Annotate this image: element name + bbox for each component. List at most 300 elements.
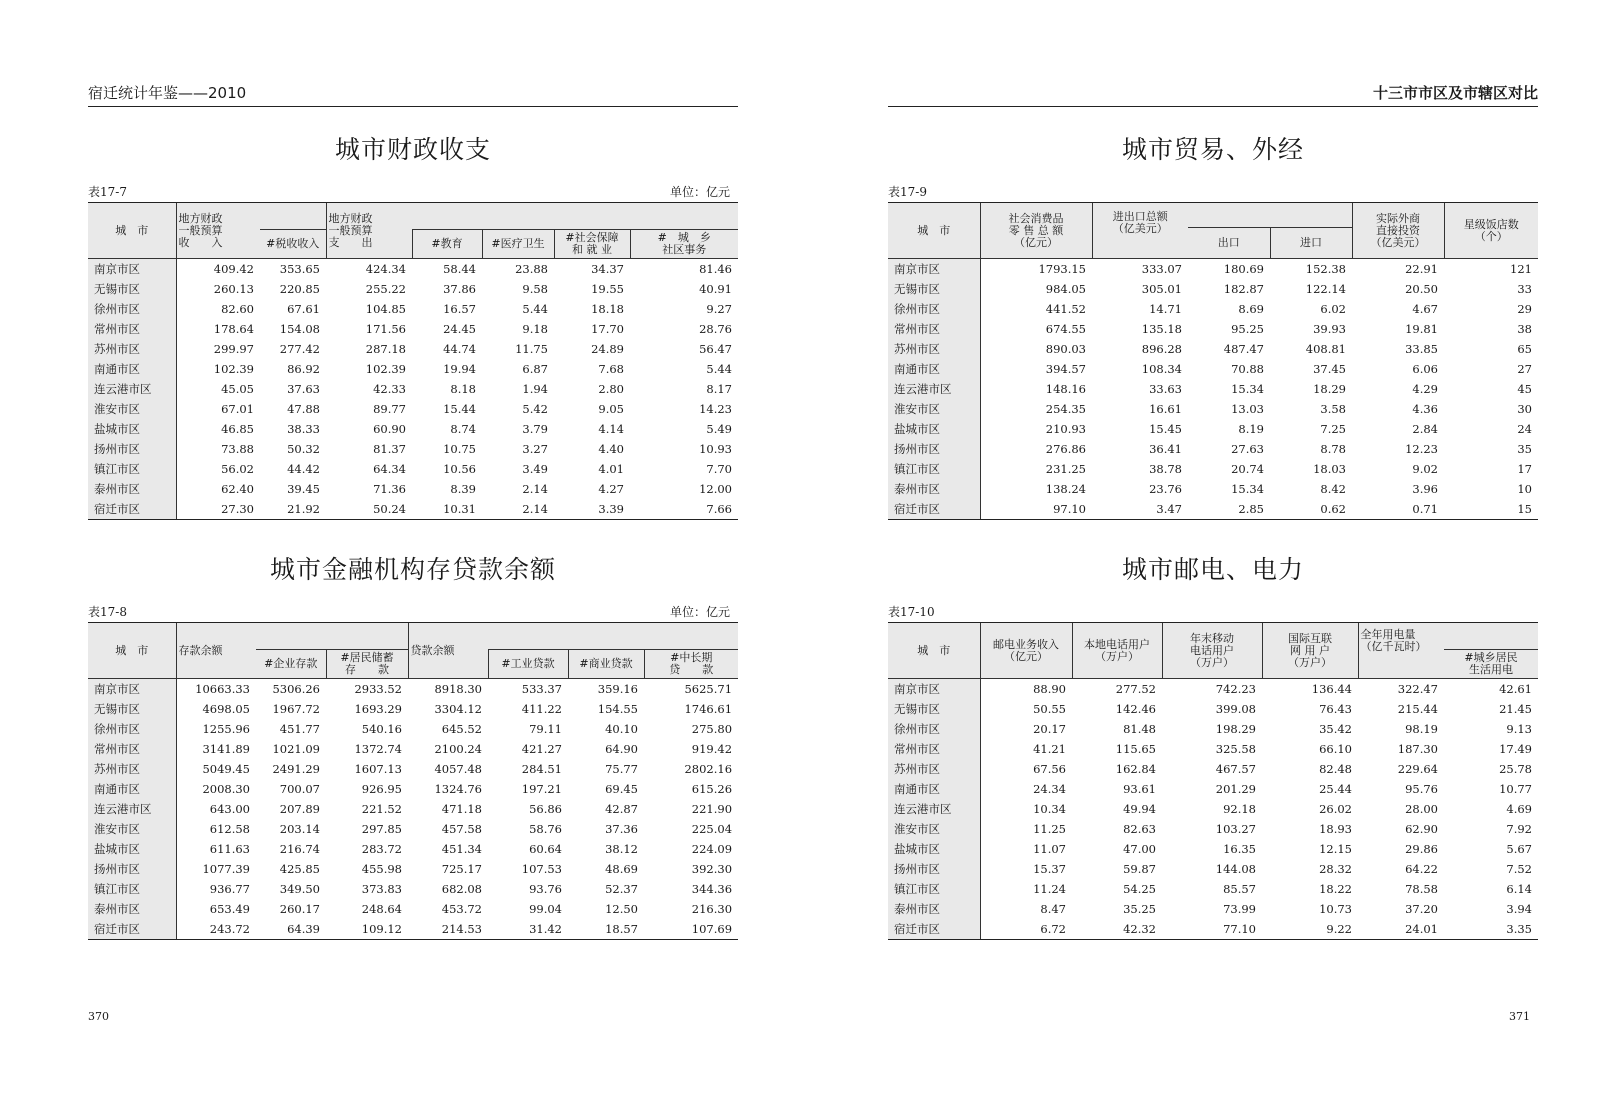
table-cell: 2.85	[1188, 499, 1270, 520]
table-cell: 221.52	[361, 802, 402, 816]
col-fdi: 实际外商 直接投资 （亿美元）	[1352, 203, 1444, 259]
table-cell: 4.29	[1412, 382, 1438, 396]
table-cell: 49.94	[1123, 802, 1156, 816]
table-cell: 24.01	[1358, 919, 1444, 940]
col-community: # 城 乡 社区事务	[630, 230, 738, 259]
col-trade: 进出口总额 （亿美元）	[1092, 203, 1188, 259]
row-city: 扬州市区	[888, 439, 980, 459]
row-city: 镇江市区	[888, 879, 980, 899]
row-city: 泰州市区	[88, 899, 176, 919]
table-cell: 52.37	[605, 882, 638, 896]
table-cell: 56.02	[221, 462, 254, 476]
table-cell: 35	[1517, 442, 1532, 456]
table-cell: 467.57	[1215, 762, 1256, 776]
table-cell: 455.98	[361, 862, 402, 876]
row-city: 南通市区	[88, 359, 176, 379]
row-city: 扬州市区	[88, 439, 176, 459]
table-row	[88, 399, 738, 419]
table-row	[888, 799, 1538, 819]
table-cell: 47.00	[1123, 842, 1156, 856]
table-cell: 31.42	[488, 919, 568, 940]
table-cell: 3.94	[1506, 902, 1532, 916]
table-row	[888, 719, 1538, 739]
table-cell: 67.01	[221, 402, 254, 416]
table-cell: 1967.72	[272, 702, 320, 716]
table-cell: 93.76	[529, 882, 562, 896]
table-cell: 135.18	[1141, 322, 1182, 336]
col-city: 城 市	[888, 623, 980, 679]
row-city: 南京市区	[888, 679, 980, 700]
table-cell: 198.29	[1215, 722, 1256, 736]
table-cell: 4.69	[1506, 802, 1532, 816]
table-cell: 2491.29	[272, 762, 320, 776]
table-cell: 18.93	[1319, 822, 1352, 836]
table-cell: 411.22	[521, 702, 562, 716]
col-internet: 国际互联 网 用 户 （万户）	[1262, 623, 1358, 679]
table-cell: 58.76	[529, 822, 562, 836]
table-cell: 16.61	[1149, 402, 1182, 416]
table-cell: 926.95	[361, 782, 402, 796]
table-cell: 984.05	[1045, 282, 1086, 296]
table-cell: 221.90	[691, 802, 733, 816]
table-cell: 1.94	[522, 382, 548, 396]
table-cell: 34.37	[591, 262, 624, 276]
table-cell: 220.85	[279, 282, 320, 296]
row-city: 常州市区	[888, 319, 980, 339]
table-cell: 24.45	[443, 322, 476, 336]
table-cell: 121	[1510, 262, 1532, 276]
row-city: 苏州市区	[888, 759, 980, 779]
table-row	[888, 279, 1538, 299]
table-cell: 615.26	[691, 782, 733, 796]
row-city: 常州市区	[88, 739, 176, 759]
running-header-left	[88, 84, 738, 107]
table-cell: 65	[1517, 342, 1532, 356]
table-cell: 742.23	[1215, 682, 1256, 696]
table-row	[88, 259, 738, 280]
table-cell: 3.47	[1092, 499, 1188, 520]
finance-section	[88, 130, 738, 520]
table-row	[888, 779, 1538, 799]
table-row	[88, 839, 738, 859]
table-cell: 77.10	[1162, 919, 1262, 940]
table-cell: 73.88	[221, 442, 254, 456]
table-cell: 17	[1517, 462, 1532, 476]
table-cell: 399.08	[1215, 702, 1256, 716]
table-row	[88, 759, 738, 779]
table-cell: 203.14	[279, 822, 320, 836]
table-cell: 28.76	[699, 322, 732, 336]
table-cell: 19.55	[591, 282, 624, 296]
table-cell: 88.90	[1033, 682, 1066, 696]
row-city: 连云港市区	[88, 799, 176, 819]
table-cell: 14.23	[699, 402, 732, 416]
table-cell: 45	[1517, 382, 1532, 396]
table-cell: 37.86	[443, 282, 476, 296]
table-cell: 86.92	[287, 362, 320, 376]
table-cell: 15.45	[1149, 422, 1182, 436]
col-export: 出口	[1188, 228, 1270, 259]
table-cell: 421.27	[521, 742, 562, 756]
finance-title: 城市财政收支	[334, 135, 491, 164]
row-city: 连云港市区	[88, 379, 176, 399]
table-row	[888, 839, 1538, 859]
table-cell: 283.72	[361, 842, 402, 856]
table-cell: 0.62	[1270, 499, 1352, 520]
table-row	[88, 439, 738, 459]
banking-table	[88, 622, 738, 940]
table-cell: 108.34	[1141, 362, 1182, 376]
row-city: 徐州市区	[888, 299, 980, 319]
table-cell: 5625.71	[684, 682, 733, 696]
table-cell: 76.43	[1319, 702, 1352, 716]
table-cell: 102.39	[365, 362, 406, 376]
table-cell: 0.71	[1352, 499, 1444, 520]
table-cell: 1255.96	[202, 722, 250, 736]
row-city: 常州市区	[88, 319, 176, 339]
running-header-right	[888, 84, 1538, 107]
col-city: 城 市	[88, 623, 176, 679]
table-cell: 30	[1517, 402, 1532, 416]
table-cell: 5.44	[706, 362, 732, 376]
table-cell: 2.84	[1412, 422, 1438, 436]
row-city: 镇江市区	[88, 459, 176, 479]
table-row	[888, 379, 1538, 399]
table-cell: 6.14	[1506, 882, 1532, 896]
col-enterprise: #企业存款	[256, 650, 326, 679]
table-cell: 224.09	[691, 842, 733, 856]
table-cell: 248.64	[361, 902, 402, 916]
table-cell: 700.07	[279, 782, 320, 796]
table-cell: 645.52	[441, 722, 482, 736]
table-cell: 79.11	[529, 722, 562, 736]
table-cell: 260.17	[279, 902, 320, 916]
table-cell: 441.52	[1045, 302, 1086, 316]
table-cell: 81.48	[1123, 722, 1156, 736]
table-cell: 142.46	[1115, 702, 1156, 716]
table-cell: 9.13	[1506, 722, 1532, 736]
table-cell: 4.67	[1412, 302, 1438, 316]
table-cell: 2100.24	[434, 742, 482, 756]
table-cell: 653.49	[209, 902, 250, 916]
table-cell: 103.27	[1215, 822, 1256, 836]
row-city: 常州市区	[888, 739, 980, 759]
table-cell: 425.85	[279, 862, 320, 876]
table-number: 表17-7	[88, 185, 127, 199]
row-city: 扬州市区	[88, 859, 176, 879]
table-cell: 2008.30	[202, 782, 250, 796]
table-cell: 1324.76	[434, 782, 482, 796]
table-cell: 5.44	[522, 302, 548, 316]
table-cell: 85.57	[1223, 882, 1256, 896]
row-city: 宿迁市区	[88, 499, 176, 520]
table-row	[888, 299, 1538, 319]
table-cell: 35.42	[1319, 722, 1352, 736]
col-city: 城 市	[888, 203, 980, 259]
telecom-table	[888, 622, 1538, 940]
table-row	[888, 919, 1538, 940]
table-cell: 41.21	[1033, 742, 1066, 756]
table-cell: 1372.74	[354, 742, 402, 756]
table-cell: 5.42	[522, 402, 548, 416]
col-city: 城 市	[88, 203, 176, 259]
banking-section	[88, 550, 738, 940]
table-cell: 11.75	[515, 342, 548, 356]
telecom-section	[888, 550, 1538, 940]
table-cell: 3.96	[1412, 482, 1438, 496]
table-cell: 50.24	[326, 499, 412, 520]
table-cell: 29	[1517, 302, 1532, 316]
table-cell: 18.29	[1313, 382, 1346, 396]
table-cell: 171.56	[365, 322, 406, 336]
col-mobile: 年末移动 电话用户 （万户）	[1162, 623, 1262, 679]
table-cell: 26.02	[1319, 802, 1352, 816]
table-cell: 216.74	[279, 842, 320, 856]
table-cell: 62.90	[1405, 822, 1438, 836]
table-cell: 451.34	[441, 842, 482, 856]
row-city: 淮安市区	[88, 819, 176, 839]
table-row	[888, 419, 1538, 439]
table-cell: 3141.89	[202, 742, 250, 756]
row-city: 盐城市区	[88, 839, 176, 859]
table-cell: 67.56	[1033, 762, 1066, 776]
table-cell: 104.85	[365, 302, 406, 316]
table-cell: 3.79	[522, 422, 548, 436]
row-city: 苏州市区	[88, 339, 176, 359]
table-row	[88, 339, 738, 359]
table-cell: 12.23	[1405, 442, 1438, 456]
table-cell: 3304.12	[434, 702, 482, 716]
table-cell: 276.86	[1045, 442, 1086, 456]
table-cell: 7.52	[1506, 862, 1532, 876]
table-number: 表17-8	[88, 605, 127, 619]
table-row	[888, 259, 1538, 280]
table-cell: 60.64	[529, 842, 562, 856]
table-cell: 144.08	[1215, 862, 1256, 876]
row-city: 淮安市区	[888, 399, 980, 419]
table-cell: 1746.61	[684, 702, 733, 716]
table-row	[888, 899, 1538, 919]
table-cell: 48.69	[605, 862, 638, 876]
table-cell: 919.42	[691, 742, 733, 756]
table-cell: 4.36	[1412, 402, 1438, 416]
table-cell: 3.35	[1444, 919, 1538, 940]
table-row	[88, 799, 738, 819]
chapter-title: 十三市市区及市辖区对比	[1372, 84, 1538, 102]
table-cell: 424.34	[365, 262, 406, 276]
col-expenditure: 地方财政 一般预算 支 出	[326, 203, 412, 259]
table-cell: 56.47	[699, 342, 732, 356]
table-cell: 73.99	[1223, 902, 1256, 916]
table-cell: 23.88	[515, 262, 548, 276]
table-row	[888, 319, 1538, 339]
table-cell: 28.32	[1319, 862, 1352, 876]
table-cell: 3.58	[1320, 402, 1346, 416]
table-cell: 38	[1517, 322, 1532, 336]
table-cell: 453.72	[441, 902, 482, 916]
table-cell: 11.24	[1033, 882, 1066, 896]
table-cell: 231.25	[1045, 462, 1086, 476]
table-cell: 2.14	[482, 499, 554, 520]
table-cell: 8.17	[706, 382, 732, 396]
table-row	[88, 479, 738, 499]
telecom-meta	[888, 604, 1538, 622]
table-cell: 64.34	[373, 462, 406, 476]
table-cell: 10.93	[699, 442, 732, 456]
table-cell: 39.45	[287, 482, 320, 496]
banking-title: 城市金融机构存贷款余额	[269, 555, 556, 584]
table-row	[88, 899, 738, 919]
table-cell: 70.88	[1231, 362, 1264, 376]
table-row	[88, 879, 738, 899]
table-cell: 12.50	[605, 902, 638, 916]
table-cell: 56.86	[529, 802, 562, 816]
table-row	[88, 819, 738, 839]
table-cell: 97.10	[980, 499, 1092, 520]
table-cell: 674.55	[1045, 322, 1086, 336]
table-cell: 187.30	[1397, 742, 1438, 756]
table-cell: 5.49	[706, 422, 732, 436]
col-education: #教育	[412, 230, 482, 259]
table-cell: 4057.48	[434, 762, 482, 776]
table-cell: 10.75	[443, 442, 476, 456]
table-cell: 27.63	[1231, 442, 1264, 456]
yearbook-title: 宿迁统计年鉴——2010	[88, 84, 247, 102]
table-cell: 1693.29	[354, 702, 402, 716]
table-cell: 18.22	[1319, 882, 1352, 896]
table-cell: 408.81	[1305, 342, 1346, 356]
col-import: 进口	[1270, 228, 1352, 259]
table-cell: 451.77	[279, 722, 320, 736]
col-retail: 社会消费品 零 售 总 额 （亿元）	[980, 203, 1092, 259]
table-cell: 69.45	[605, 782, 638, 796]
table-cell: 23.76	[1149, 482, 1182, 496]
table-row	[888, 679, 1538, 700]
table-cell: 154.55	[597, 702, 638, 716]
table-cell: 15.34	[1231, 382, 1264, 396]
table-cell: 1793.15	[1038, 262, 1086, 276]
table-cell: 81.37	[373, 442, 406, 456]
table-cell: 75.77	[605, 762, 638, 776]
col-health: #医疗卫生	[482, 230, 554, 259]
table-cell: 42.87	[605, 802, 638, 816]
table-cell: 260.13	[213, 282, 254, 296]
col-commercial: #商业贷款	[568, 650, 644, 679]
table-cell: 7.92	[1506, 822, 1532, 836]
table-cell: 107.69	[644, 919, 738, 940]
table-row	[888, 819, 1538, 839]
table-cell: 28.00	[1405, 802, 1438, 816]
row-city: 宿迁市区	[888, 919, 980, 940]
table-cell: 50.55	[1033, 702, 1066, 716]
table-cell: 19.94	[443, 362, 476, 376]
table-cell: 322.47	[1397, 682, 1438, 696]
table-cell: 19.81	[1405, 322, 1438, 336]
row-city: 徐州市区	[88, 719, 176, 739]
table-cell: 15.37	[1033, 862, 1066, 876]
table-cell: 33.85	[1405, 342, 1438, 356]
table-cell: 214.53	[408, 919, 488, 940]
table-cell: 37.63	[287, 382, 320, 396]
table-row	[888, 499, 1538, 520]
table-cell: 38.12	[605, 842, 638, 856]
table-cell: 392.30	[691, 862, 733, 876]
col-industrial: #工业贷款	[488, 650, 568, 679]
table-row	[888, 739, 1538, 759]
table-cell: 359.16	[597, 682, 638, 696]
table-cell: 13.03	[1231, 402, 1264, 416]
table-cell: 10663.33	[195, 682, 250, 696]
table-row	[888, 459, 1538, 479]
trade-title: 城市贸易、外经	[1121, 135, 1304, 164]
table-cell: 27.30	[176, 499, 260, 520]
table-cell: 38.33	[287, 422, 320, 436]
table-cell: 24	[1517, 422, 1532, 436]
table-cell: 229.64	[1397, 762, 1438, 776]
table-cell: 4.01	[598, 462, 624, 476]
table-cell: 40.10	[605, 722, 638, 736]
table-cell: 24.34	[1033, 782, 1066, 796]
row-city: 连云港市区	[888, 379, 980, 399]
table-cell: 325.58	[1215, 742, 1256, 756]
col-hotels: 星级饭店数 （个）	[1444, 203, 1538, 259]
table-row	[88, 859, 738, 879]
table-cell: 487.47	[1223, 342, 1264, 356]
table-cell: 21.92	[260, 499, 326, 520]
table-row	[888, 759, 1538, 779]
table-cell: 136.44	[1311, 682, 1352, 696]
table-cell: 64.39	[256, 919, 326, 940]
table-unit: 单位：亿元	[669, 605, 730, 619]
row-city: 南京市区	[88, 259, 176, 280]
table-cell: 35.25	[1123, 902, 1156, 916]
row-city: 泰州市区	[888, 899, 980, 919]
table-cell: 45.05	[221, 382, 254, 396]
table-cell: 1077.39	[202, 862, 250, 876]
table-cell: 297.85	[361, 822, 402, 836]
table-cell: 2933.52	[354, 682, 402, 696]
table-cell: 95.76	[1405, 782, 1438, 796]
table-cell: 42.61	[1499, 682, 1532, 696]
table-cell: 47.88	[287, 402, 320, 416]
table-row	[88, 459, 738, 479]
row-city: 徐州市区	[88, 299, 176, 319]
row-city: 无锡市区	[88, 279, 176, 299]
row-city: 苏州市区	[888, 339, 980, 359]
table-cell: 8.19	[1238, 422, 1264, 436]
table-cell: 284.51	[521, 762, 562, 776]
table-cell: 7.66	[630, 499, 738, 520]
table-cell: 15	[1444, 499, 1538, 520]
table-cell: 10	[1517, 482, 1532, 496]
row-city: 南通市区	[888, 359, 980, 379]
table-cell: 33.63	[1149, 382, 1182, 396]
table-cell: 66.10	[1319, 742, 1352, 756]
table-cell: 37.20	[1405, 902, 1438, 916]
table-cell: 243.72	[176, 919, 256, 940]
table-cell: 8.69	[1238, 302, 1264, 316]
finance-table	[88, 202, 738, 520]
col-power: 全年用电量 （亿千瓦时）	[1358, 623, 1444, 679]
row-city: 南京市区	[88, 679, 176, 700]
table-cell: 15.34	[1231, 482, 1264, 496]
table-cell: 8.47	[1040, 902, 1066, 916]
col-longterm: #中长期 贷 款	[644, 650, 738, 679]
table-row	[888, 359, 1538, 379]
table-cell: 67.61	[287, 302, 320, 316]
table-cell: 3.39	[554, 499, 630, 520]
table-cell: 40.91	[699, 282, 732, 296]
